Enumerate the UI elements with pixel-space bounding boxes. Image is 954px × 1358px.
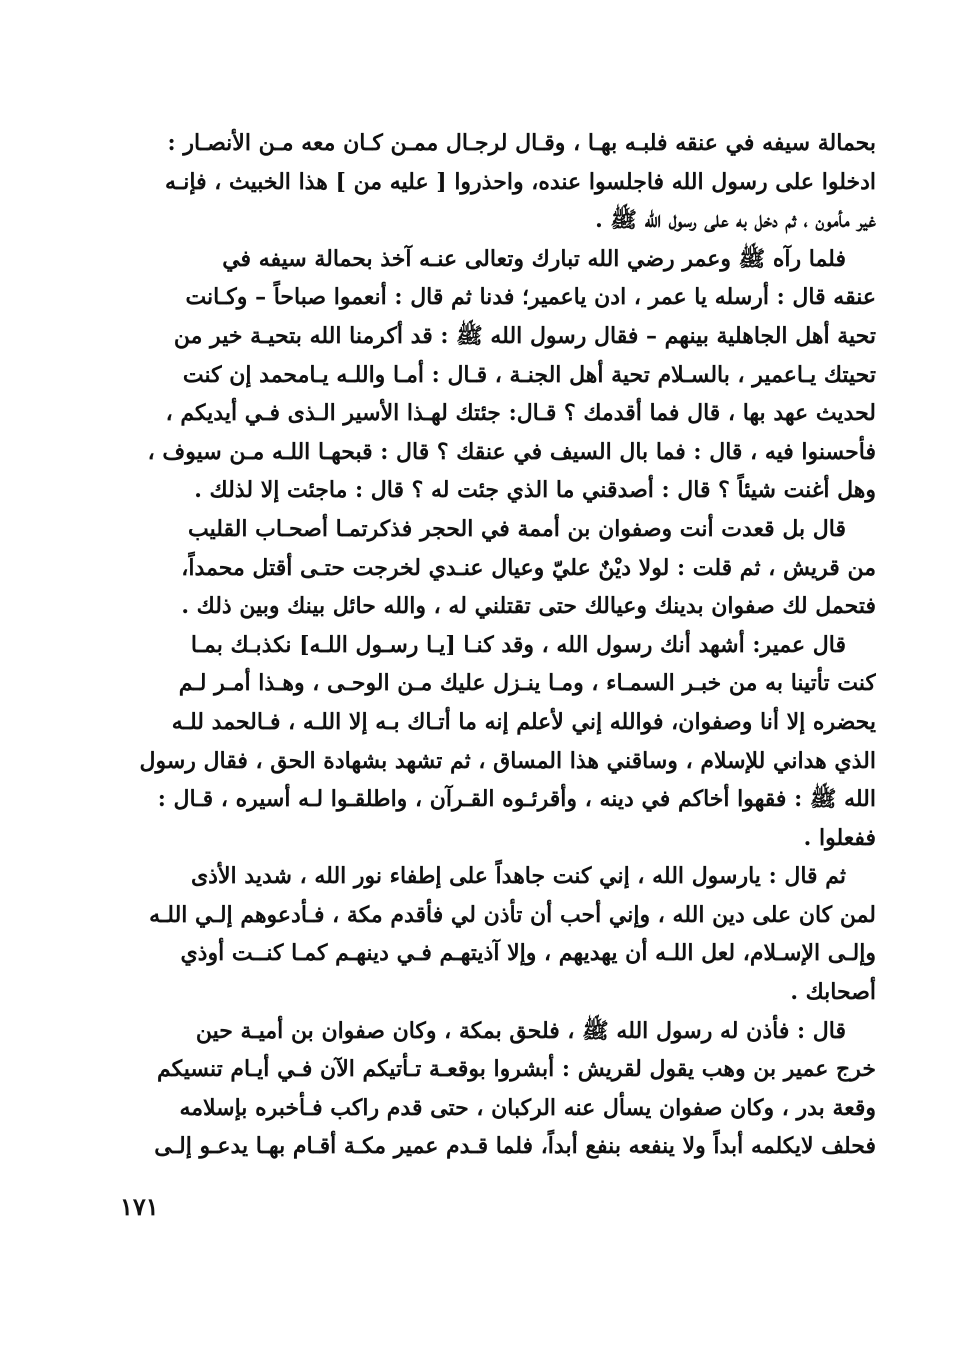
text-line: فلما رآه ﷺ وعمر رضي الله تبارك وتعالى عنـه آخذ بحمالة سيفه في [222, 245, 846, 272]
text-line: فأحسنوا فيه ، قال : فما بال السيف في عنقك ؟ قال : قبحهـا اللـه مـن سيوف ، [147, 438, 876, 465]
text-line: من قريش ، ثم قلت : لولا ديْنٌ عليّ وعيال عنـدي لخرجت حتـى أقتل محمداً، [181, 554, 876, 581]
text-line: الذي هداني للإسلام ، وساقني هذا المساق ، ثم تشهد بشهادة الحق ، فقال رسول [139, 747, 876, 774]
page-number: ١٧١ [120, 1192, 159, 1221]
text-line: وإلـى الإسـلام، لعل اللـه أن يهديهم ، وإلا آذيتهـم فـي دينهـم كمـا كنــت أوذي [180, 940, 876, 967]
text-line: الله ﷺ : فقهوا أخاكم في دينه ، وأقرئـوه القـرآن ، واطلقـوا لـه أسيره ، قـال : [157, 786, 876, 813]
text-line: عنقه قال : أرسله يا عمر ، ادن ياعمير؛ فدنا ثم قال : أنعموا صباحاً – وكـانت [185, 284, 876, 311]
text-line: وهل أغنت شيئاً ؟ قال : أصدقني ما الذي جئت له ؟ قال : ماجئت إلا لذلك . [194, 477, 876, 504]
text-line: قال عمير: أشهد أنك رسول الله ، وقد كنـا [يـا رسـول اللـه] نكذبـك بمـا [190, 631, 846, 658]
text-line: تحيتك يـاعمير ، بالسـلام تحية أهل الجنـة ، قـال : أمـا واللـه يـامحمد إن كنت [182, 361, 876, 388]
text-line: قال بل قعدت أنت وصفوان بن أممة في الحجر فذكرتمـا أصحـاب القليب [187, 515, 846, 542]
text-line: غير مأمون ، ثم دخل به على رسول الله ﷺ . [595, 207, 876, 234]
text-line: كنت تأتينا به من خبـر السمـاء ، ومـا ينـزل عليك مـن الوحـى ، وهـذا أمـر لـم [178, 670, 876, 697]
text-line: فتحمل لك صفوان بدينك وعيالك حتى تقتلني له ، والله حائل بينك وبين ذلك . [181, 593, 876, 620]
text-line: بحمالة سيفه في عنقه فلبـه بهـا ، وقـال لرجـال ممـن كـان معه مـن الأنصـار : [167, 130, 876, 156]
text-line: وقعة بدر ، وكان صفوان يسأل عنه الركبان ، حتى قدم راكب فـأخبره بإسلامه [179, 1094, 876, 1121]
text-line: تحية أهل الجاهلية بينهم – فقال رسول الله ﷺ : قد أكرمنا الله بتحيـة خير من [173, 322, 876, 349]
text-line: لحديث عهد بها ، قال فما أقدمك ؟ قـال: جئتك لهـذا الأسير الـذى فـي أيديكم ، [165, 400, 876, 427]
text-line: خرج عمير بن وهب يقول لقريش : أبشروا بوقعـة تـأتيكم الآن فـي أيـام تنسيكم [156, 1056, 876, 1083]
text-line: لمن كان على دين الله ، وإني أحب أن تأذن لي فأقدم مكة ، فـأدعوهم إلـي اللـه [149, 901, 876, 928]
text-line: ادخلوا على رسول الله فاجلسوا عنده، واحذروا [ عليه من ] هذا الخبيث ، فإنـه [165, 168, 876, 195]
text-line: قال : فأذن له رسول الله ﷺ ، فلحق بمكة ، وكان صفوان بن أميـة حين [195, 1017, 846, 1044]
text-line: يحضره إلا أنا وصفوان، فوالله إني لأعلم إنه ما أتـاك بـه إلا اللـه ، فـالحمد للـه [171, 708, 876, 735]
body-text [131, 124, 876, 1166]
text-line: أصحابك . [790, 979, 876, 1006]
text-line: ثم قال : يارسول الله ، إني كنت جاهداً على إطفاء نور الله ، شديد الأذى [190, 863, 846, 890]
text-line: ففعلوا . [803, 824, 876, 851]
text-line: فحلف لايكلمه أبداً ولا ينفعه بنفع أبداً، فلما قـدم عمير مكـة أقـام بهـا يدعـو إلـى [154, 1133, 876, 1160]
